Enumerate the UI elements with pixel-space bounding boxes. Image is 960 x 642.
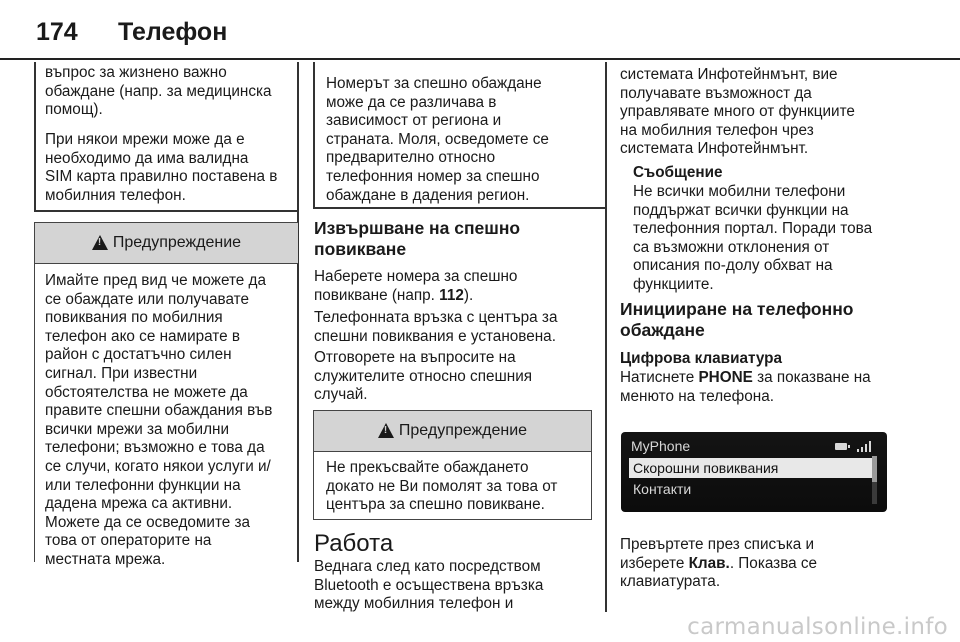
warning-box-1-body: Имайте пред вид че можете да се обаждате или получавате повиквания по мобилния телефон ако се намирате в район с достатъчно силен сигнал. При известни обстоятелства не можете да правите спешни обаждания във всички мрежи за мобилни телефони; възможно е това да се случи, когато някои услуги и/ или телефонни функции на дадена мрежа са активни. Можете да се осведомите за това от операторите на местната мрежа. — [45, 272, 273, 568]
digital-keypad-subheading: Цифрова клавиатура — [620, 350, 783, 367]
signal-icon — [855, 441, 873, 452]
col2-note-bottom-rule — [313, 207, 606, 209]
col2-note: Номерът за спешно обаждане може да се различава в зависимост от региона и страната. Моля, осведомете се предварително относно телефонния номер за спешно обаждане в дадения регион. — [326, 75, 549, 204]
watermark: carmanualsonline.info — [687, 614, 948, 640]
phone-menu-screen — [621, 432, 887, 512]
warning-box-1-header — [35, 223, 298, 264]
warning-box-2 — [313, 410, 592, 520]
emergency-number: 112 — [439, 286, 464, 304]
col3-paragraph-2: Натиснете PHONE за показване на менюто на телефона. — [620, 369, 871, 405]
page-header — [0, 0, 960, 60]
header-rule — [0, 58, 960, 60]
running-title: Телефон — [118, 18, 228, 46]
page-number: 174 — [36, 18, 78, 46]
status-icons — [829, 441, 873, 453]
screen-title: MyPhone — [631, 438, 691, 454]
menu-item-contacts[interactable]: Контакти — [633, 481, 692, 497]
col2-paragraph-2: Телефонната връзка с центъра за спешни повиквания е установена. — [314, 309, 558, 345]
battery-icon — [835, 443, 847, 450]
note-title: Съобщение — [633, 164, 723, 181]
warning-box-1 — [34, 222, 298, 568]
column-2-left-rule — [313, 62, 315, 207]
menu-item-recent-calls[interactable]: Скорошни повиквания — [629, 458, 875, 478]
warning-title: Предупреждение — [112, 234, 242, 251]
initiate-call-heading: Иницииране на телефонно обаждане — [620, 299, 854, 340]
col1-paragraph-1: въпрос за жизнено важно обаждане (напр. за медицинска помощ). — [45, 64, 272, 119]
warning-box-2-header — [314, 411, 591, 452]
col1-section-rule — [34, 210, 298, 212]
screen-scrollbar[interactable] — [872, 456, 877, 504]
note-body: Не всички мобилни телефони поддържат всички функции на телефонния портал. Поради това са възможни отклонения от описания по-долу обхват на функциите. — [633, 183, 873, 293]
col2-paragraph-4: Веднага след като посредством Bluetooth е осъществена връзка между мобилния телефон и — [314, 558, 544, 613]
warning-title: Предупреждение — [398, 422, 528, 439]
phone-button-label: PHONE — [698, 369, 753, 386]
warning-box-2-body: Не прекъсвайте обаждането докато не Ви помолят за това от центъра за спешно повикване. — [326, 459, 558, 514]
operation-section-title: Работа — [314, 530, 394, 557]
emergency-call-heading: Извършване на спешно повикване — [314, 218, 521, 259]
col2-paragraph-3: Отговорете на въпросите на служителите относно спешния случай. — [314, 349, 533, 404]
col1-paragraph-2: При някои мрежи може да е необходимо да има валидна SIM карта правилно поставена в мобилния телефон. — [45, 131, 278, 204]
column-1-left-rule — [34, 62, 36, 212]
col3-paragraph-3: Превъртете през списъка и изберете Клав.. Показва се клавиатурата. — [620, 536, 818, 591]
col2-paragraph-1: Наберете номера за спешно повикване (напр. 112). — [314, 268, 518, 304]
column-2-right-rule — [605, 62, 607, 612]
warning-icon — [92, 235, 108, 250]
keypad-option-label: Клав. — [688, 554, 730, 572]
col3-paragraph-1: системата Инфотейнмънт, вие получавате възможност да управлявате много от функциите на мобилния телефон чрез системата Инфотейнмънт. — [620, 66, 855, 158]
warning-icon — [378, 423, 394, 438]
